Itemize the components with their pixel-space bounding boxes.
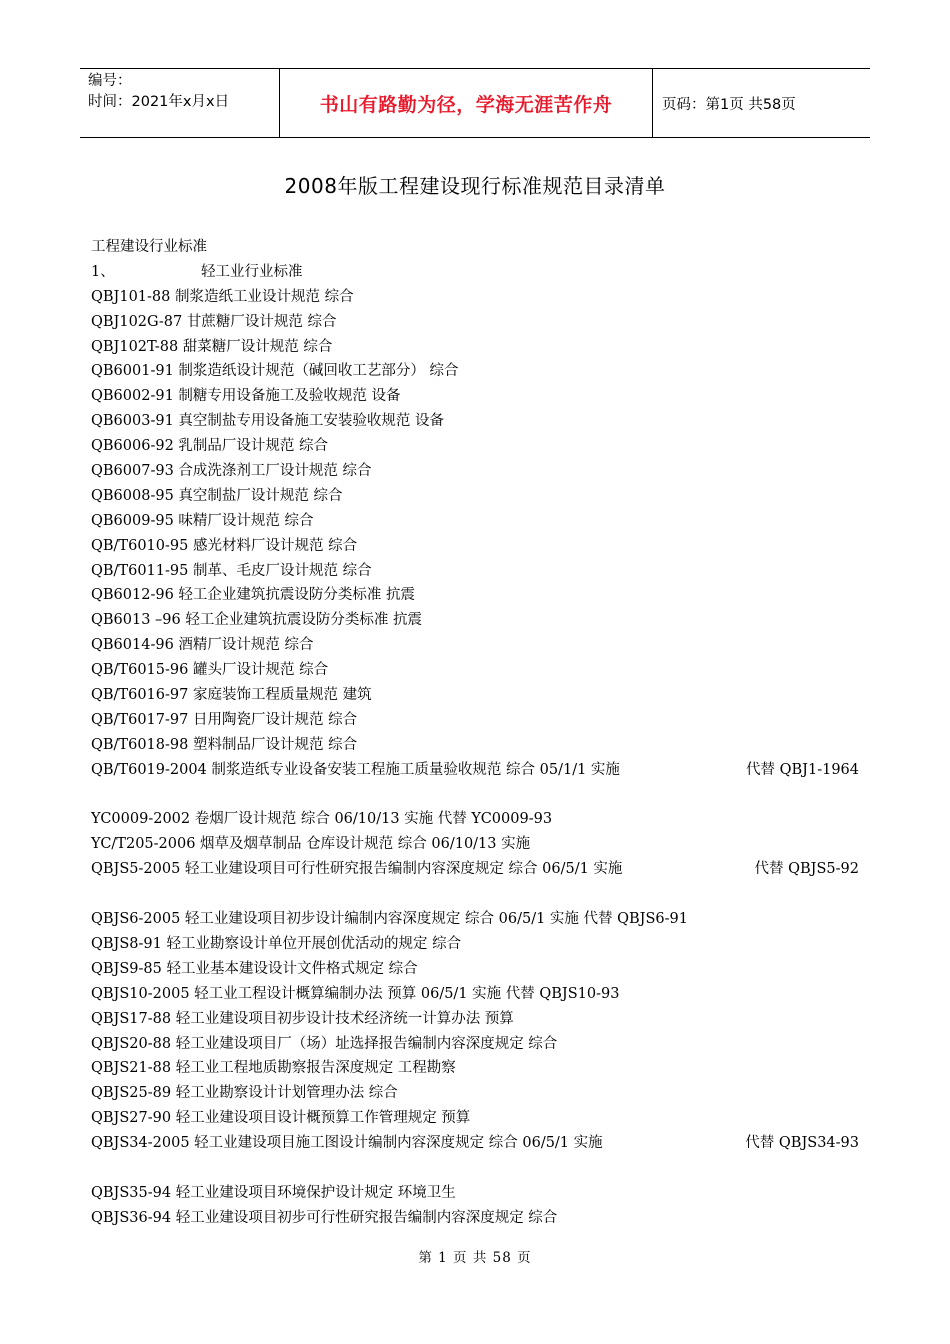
document-number-label: 编号： [88, 73, 132, 89]
standard-entry-text: QB/T6011-95 制革、毛皮厂设计规范 综合 [91, 562, 372, 579]
section-number: 1、 [91, 263, 115, 280]
standard-entry-text: QB/T6017-97 日用陶瓷厂设计规范 综合 [91, 711, 358, 728]
standard-entry-text: QBJ102G-87 甘蔗糖厂设计规范 综合 [91, 313, 337, 330]
standard-entry-text: QBJS5-2005 轻工业建设项目可行性研究报告编制内容深度规定 综合 06/5/1 实施 [91, 861, 623, 878]
standard-entry [91, 683, 871, 708]
standard-entry-text: QBJS6-2005 轻工业建设项目初步设计编制内容深度规定 综合 06/5/1 实施 代替 QBJS6-91 [91, 911, 689, 928]
standard-entry [91, 633, 871, 658]
standard-entry [91, 1131, 871, 1156]
standard-entry-text: QBJS35-94 轻工业建设项目环境保护设计规定 环境卫生 [91, 1184, 456, 1201]
standard-entry-replaces: 代替 QBJ1-1964 [746, 761, 859, 778]
standard-entry [91, 1081, 871, 1106]
standard-entry [91, 534, 871, 559]
header-page-info: 页码：第1页 共58页 [662, 96, 796, 113]
standard-entry-text: QBJS27-90 轻工业建设项目设计概预算工作管理规定 预算 [91, 1110, 471, 1127]
standard-entry [91, 907, 871, 932]
standard-entry-text: QBJ101-88 制浆造纸工业设计规范 综合 [91, 288, 354, 305]
document-time-label: 时间：2021年x月x日 [88, 94, 230, 110]
standard-entry [91, 484, 871, 509]
standard-entry [91, 434, 871, 459]
standard-entry-text: QB/T6019-2004 制浆造纸专业设备安装工程施工质量验收规范 综合 05/1/1 实施 [91, 761, 620, 778]
standard-entry [91, 932, 871, 957]
standard-entry-text: QBJS20-88 轻工业建设项目厂（场）址选择报告编制内容深度规定 综合 [91, 1035, 558, 1052]
document-title: 2008年版工程建设现行标准规范目录清单 [284, 174, 666, 198]
header-motto: 书山有路勤为径，学海无涯苦作舟 [280, 69, 653, 137]
standard-entry-text: QB6013 –96 轻工企业建筑抗震设防分类标准 抗震 [91, 612, 422, 629]
header-table [80, 68, 870, 138]
standard-entry [91, 409, 871, 434]
section-name: 轻工业行业标准 [201, 263, 303, 280]
standard-entry-text: QBJS21-88 轻工业工程地质勘察报告深度规定 工程勘察 [91, 1060, 456, 1077]
standard-entry [91, 608, 871, 633]
standard-entry [91, 857, 871, 882]
blank-line [91, 1156, 871, 1181]
standard-entry-text: YC/T205-2006 烟草及烟草制品 仓库设计规范 综合 06/10/13 实施 [91, 836, 531, 853]
page-footer: 第 1 页 共 58 页 [418, 1250, 532, 1266]
standard-entry [91, 1181, 871, 1206]
blank-line [91, 882, 871, 907]
standard-entry [91, 1056, 871, 1081]
standard-entry-text: YC0009-2002 卷烟厂设计规范 综合 06/10/13 实施 代替 YC0009-93 [91, 811, 553, 828]
standard-entry-text: QB6008-95 真空制盐厂设计规范 综合 [91, 487, 343, 504]
standard-entry [91, 658, 871, 683]
standard-entry [91, 982, 871, 1007]
standard-entry-text: QB6012-96 轻工企业建筑抗震设防分类标准 抗震 [91, 587, 416, 604]
standard-entry-text: QBJ102T-88 甜菜糖厂设计规范 综合 [91, 338, 333, 355]
standard-entry [91, 758, 871, 783]
category-heading: 工程建设行业标准 [91, 239, 207, 255]
blank-line [91, 783, 871, 808]
standard-entry [91, 1032, 871, 1057]
standard-entry [91, 310, 871, 335]
standard-entry-text: QB6006-92 乳制品厂设计规范 综合 [91, 438, 329, 455]
standard-entry [91, 335, 871, 360]
standard-entry [91, 1007, 871, 1032]
standard-entry-text: QB6002-91 制糖专用设备施工及验收规范 设备 [91, 388, 401, 405]
standard-entry-text: QB6003-91 真空制盐专用设备施工安装验收规范 设备 [91, 413, 445, 430]
standard-entry-text: QB/T6015-96 罐头厂设计规范 综合 [91, 662, 329, 679]
standard-entry-text: QB/T6018-98 塑料制品厂设计规范 综合 [91, 736, 358, 753]
standard-entry [91, 583, 871, 608]
standard-entry-replaces: 代替 QBJS5-92 [754, 861, 859, 878]
standard-entry-text: QB6014-96 酒精厂设计规范 综合 [91, 637, 314, 654]
standard-entry-text: QBJS9-85 轻工业基本建设设计文件格式规定 综合 [91, 960, 418, 977]
standard-entry-text: QB6009-95 味精厂设计规范 综合 [91, 512, 314, 529]
standard-entry-text: QBJS8-91 轻工业勘察设计单位开展创优活动的规定 综合 [91, 935, 462, 952]
standard-entry-replaces: 代替 QBJS34-93 [745, 1135, 859, 1152]
section-heading [91, 260, 871, 285]
standard-entry [91, 1206, 871, 1231]
entries-container [91, 285, 871, 1231]
standard-entry [91, 384, 871, 409]
standard-entry-text: QB6007-93 合成洗涤剂工厂设计规范 综合 [91, 463, 372, 480]
standard-entry [91, 285, 871, 310]
standard-entry [91, 509, 871, 534]
standard-entry [91, 459, 871, 484]
header-meta-cell [80, 69, 280, 137]
standard-entry-text: QBJS36-94 轻工业建设项目初步可行性研究报告编制内容深度规定 综合 [91, 1209, 558, 1226]
standard-entry [91, 359, 871, 384]
standard-entry [91, 957, 871, 982]
standard-entry-text: QBJS25-89 轻工业勘察设计计划管理办法 综合 [91, 1085, 398, 1102]
standard-entry-text: QBJS10-2005 轻工业工程设计概算编制办法 预算 06/5/1 实施 代替 QBJS10-93 [91, 985, 620, 1002]
standard-entry-text: QB/T6016-97 家庭装饰工程质量规范 建筑 [91, 687, 372, 704]
standard-entry [91, 559, 871, 584]
standard-entry-text: QBJS34-2005 轻工业建设项目施工图设计编制内容深度规定 综合 06/5/1 实施 [91, 1135, 603, 1152]
standards-list [91, 235, 871, 1231]
standard-entry-text: QB/T6010-95 感光材料厂设计规范 综合 [91, 537, 358, 554]
standard-entry-text: QBJS17-88 轻工业建设项目初步设计技术经济统一计算办法 预算 [91, 1010, 514, 1027]
standard-entry [91, 807, 871, 832]
standard-entry [91, 1106, 871, 1131]
standard-entry [91, 832, 871, 857]
standard-entry-text: QB6001-91 制浆造纸设计规范（碱回收工艺部分） 综合 [91, 363, 459, 380]
standard-entry [91, 733, 871, 758]
standard-entry [91, 708, 871, 733]
